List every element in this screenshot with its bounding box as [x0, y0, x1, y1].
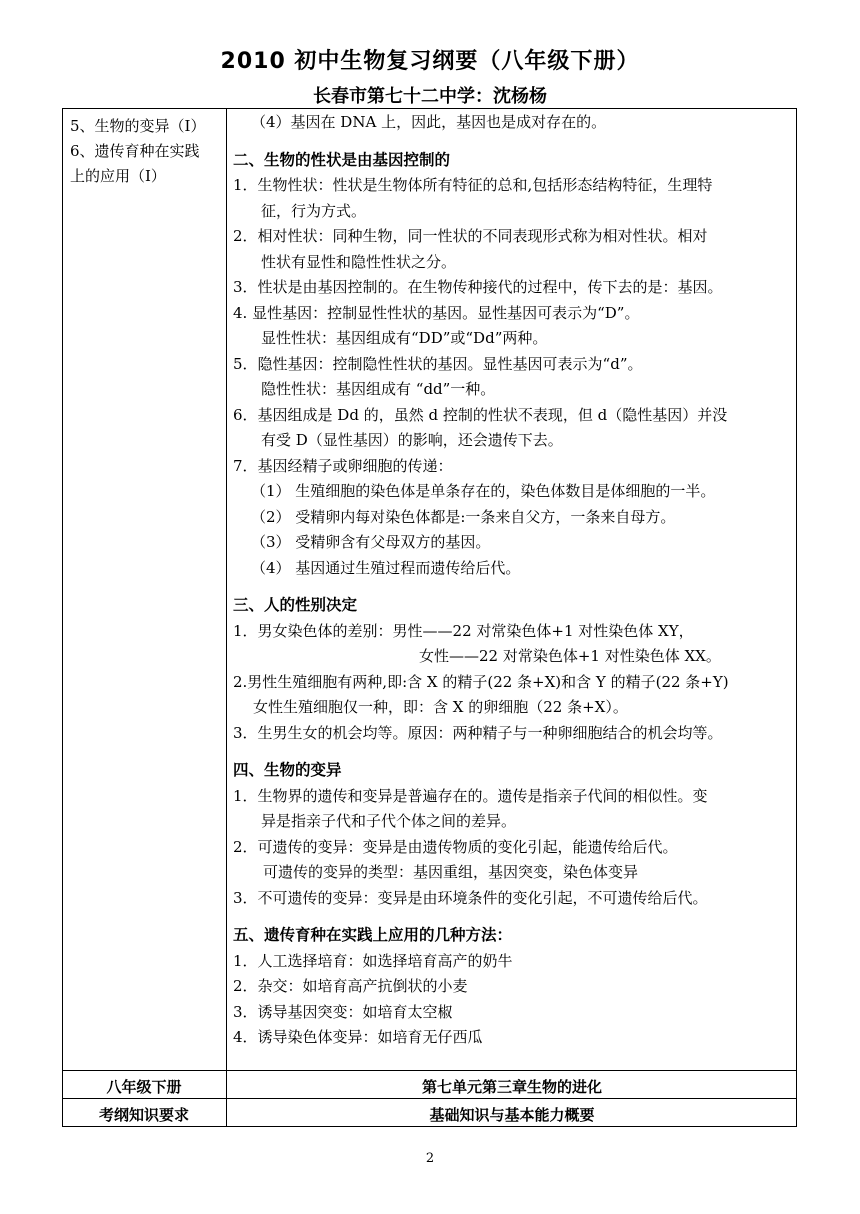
section-heading: 二、生物的性状是由基因控制的: [233, 150, 451, 169]
grade-label-cell: 八年级下册: [106, 1078, 182, 1096]
content-line: 1．生物性状：性状是生物体所有特征的总和,包括形态结构特征，生理特: [233, 176, 713, 194]
document-subtitle: 长春市第七十二中学：沈杨杨: [313, 86, 547, 107]
content-line: 女性生殖细胞仅一种，即：含 X 的卵细胞（22 条+X）。: [253, 698, 628, 716]
content-line: 7．基因经精子或卵细胞的传递：: [233, 456, 453, 475]
content-line: 3．性状是由基因控制的。在生物传种接代的过程中，传下去的是：基因。: [233, 278, 723, 296]
section-heading: 五、遗传育种在实践上应用的几种方法：: [233, 926, 513, 944]
column-divider: [226, 108, 227, 1127]
content-line: （1） 生殖细胞的染色体是单条存在的，染色体数目是体细胞的一半。: [251, 482, 716, 500]
content-line: 4．诱导染色体变异：如培育无仔西瓜: [233, 1028, 483, 1046]
requirement-line: 5、生物的变异（I）: [70, 117, 206, 135]
unit-title-cell: 第七单元第三章生物的进化: [421, 1078, 602, 1096]
content-line: 隐性性状：基因组成有 “dd”一种。: [261, 380, 496, 398]
content-line: （3） 受精卵含有父母双方的基因。: [251, 533, 491, 551]
content-line: 2．相对性状：同种生物，同一性状的不同表现形式称为相对性状。相对: [233, 227, 708, 245]
content-line: 3．诱导基因突变：如培育太空椒: [233, 1002, 453, 1021]
summary-header-cell: 基础知识与基本能力概要: [429, 1106, 595, 1124]
content-line: 2．杂交：如培育高产抗倒状的小麦: [233, 977, 468, 995]
requirement-line: 上的应用（I）: [70, 167, 166, 185]
content-line: 显性性状：基因组成有“DD”或“Dd”两种。: [261, 329, 548, 347]
content-line: 有受 D（显性基因）的影响，还会遗传下去。: [261, 431, 563, 449]
content-line: 性状有显性和隐性性状之分。: [261, 252, 457, 271]
requirement-header-cell: 考纲知识要求: [98, 1106, 189, 1124]
content-line: 3．不可遗传的变异：变异是由环境条件的变化引起，不可遗传给后代。: [233, 888, 708, 907]
row-divider-1: [62, 1070, 797, 1071]
knowledge-content-cell: [233, 110, 793, 1051]
content-line: （4）基因在 DNA 上，因此，基因也是成对存在的。: [251, 113, 607, 131]
content-line: 2.男性生殖细胞有两种,即:含 X 的精子(22 条+X)和含 Y 的精子(22 条+Y): [233, 672, 729, 691]
section-heading: 三、人的性别决定: [233, 596, 358, 614]
content-line: 3．生男生女的机会均等。原因：两种精子与一种卵细胞结合的机会均等。: [233, 723, 723, 742]
requirement-line: 6、遗传育种在实践: [70, 142, 200, 160]
section-heading: 四、生物的变异: [233, 761, 342, 779]
content-line: 征，行为方式。: [261, 201, 367, 220]
content-line: 1．生物界的遗传和变异是普遍存在的。遗传是指亲子代间的相似性。变: [233, 786, 708, 805]
content-line: 2．可遗传的变异：变异是由遗传物质的变化引起，能遗传给后代。: [233, 837, 678, 856]
document-title: 2010 初中生物复习纲要（八年级下册）: [220, 49, 640, 74]
content-line: （4） 基因通过生殖过程而遗传给后代。: [251, 558, 521, 577]
content-line: 4. 显性基因：控制显性性状的基因。显性基因可表示为“D”。: [233, 303, 640, 322]
content-line: 女性——22 对常染色体+1 对性染色体 XX。: [419, 647, 721, 665]
row-divider-2: [62, 1098, 797, 1099]
content-line: 异是指亲子代和子代个体之间的差异。: [261, 812, 517, 830]
content-line: 5．隐性基因：控制隐性性状的基因。显性基因可表示为“d”。: [233, 354, 643, 373]
content-line: 1．男女染色体的差别：男性——22 对常染色体+1 对性染色体 XY，: [233, 621, 694, 640]
content-line: 可遗传的变异的类型：基因重组，基因突变，染色体变异: [263, 863, 639, 881]
syllabus-requirement-cell: [70, 114, 220, 189]
content-line: （2） 受精卵内每对染色体都是:一条来自父方，一条来自母方。: [251, 507, 676, 526]
content-line: 1．人工选择培育：如选择培育高产的奶牛: [233, 951, 513, 970]
content-line: 6．基因组成是 Dd 的，虽然 d 控制的性状不表现，但 d（隐性基因）并没: [233, 405, 728, 424]
page-number: 2: [425, 1151, 435, 1166]
